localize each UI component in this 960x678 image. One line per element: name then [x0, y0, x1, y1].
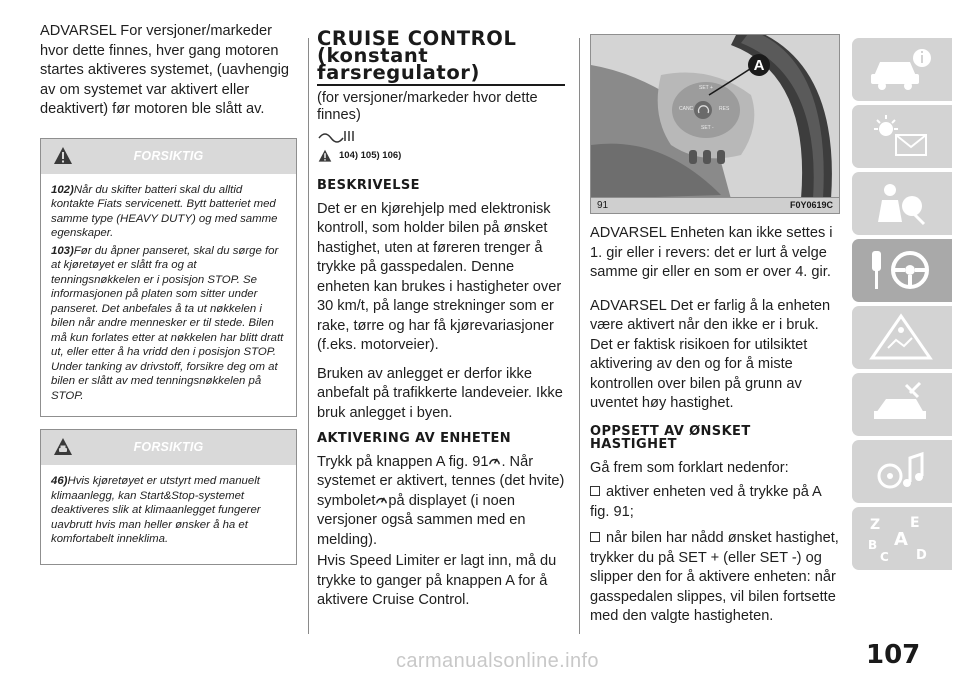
warning-header	[41, 139, 296, 174]
description-paragraph-2: Bruken av anlegget er derfor ikke anbefalt på trafikkerte landeveier. Ikke bruk anlegget i byen.	[317, 365, 563, 421]
figure-code: F0Y0619C	[789, 200, 833, 210]
bullet-item	[590, 483, 840, 522]
figure-label-a: A	[753, 57, 765, 74]
index-letter: D	[916, 548, 927, 563]
watermark: carmanualsonline.info	[396, 650, 599, 672]
tab-multimedia[interactable]	[852, 440, 952, 503]
section-title	[317, 27, 569, 84]
column-left	[40, 22, 297, 565]
activation-paragraph-1	[317, 453, 569, 551]
warning-item-text: Når du skifter batteri skal du alltid kontakte Fiats servicenett. Bytt batteriet med samme type (HEAVY DUTY) og med samme egenskaper.	[51, 183, 278, 239]
advarsel-paragraph-1: ADVARSEL Enheten kan ikke settes i 1. gir eller i revers: det er lurt å velge samme gir eller en som er over 4. gir.	[590, 225, 833, 280]
activation-text: på displayet (i noen versjoner også sammen med en melding).	[317, 492, 526, 548]
availability-note: (for versjoner/markeder hvor dette finnes)	[317, 90, 538, 123]
cruise-control-icon	[375, 494, 388, 507]
tab-maintenance[interactable]	[852, 373, 952, 436]
warning-item-number: 102)	[51, 183, 74, 196]
key-steering-wheel-icon	[866, 245, 936, 295]
bullet-item	[590, 529, 840, 627]
figure-caption	[591, 197, 839, 213]
title-line: farsregulator)	[317, 61, 481, 84]
title-underline	[317, 84, 565, 86]
index-letter: Z	[870, 517, 881, 533]
column-divider	[579, 38, 580, 634]
index-letter: A	[894, 529, 908, 550]
section-heading-speed-setup	[590, 425, 840, 452]
emergency-icon	[866, 312, 936, 362]
tab-safety[interactable]	[852, 172, 952, 235]
bullet-text: når bilen har nådd ønsket hastighet, trykker du på SET + (eller SET -) og slipper den for å aktivere enheten: når gasspedalen slippes, vil bilen fortsette med den valgte hastigheten.	[590, 530, 839, 624]
figure-number: 91	[597, 200, 609, 211]
tab-car-info[interactable]	[852, 38, 952, 101]
button-res: RES	[719, 106, 730, 112]
warning-title: FORSIKTIG	[133, 440, 204, 454]
index-letter: E	[910, 515, 920, 531]
section-heading-description: BESKRIVELSE	[317, 178, 420, 193]
tab-index[interactable]	[852, 507, 952, 570]
safety-airbag-icon	[866, 178, 936, 228]
button-set-minus: SET -	[701, 125, 714, 131]
heading-line: OPPSETT AV ØNSKET	[590, 423, 751, 439]
column-right	[590, 34, 840, 627]
activation-text: . Når systemet er aktivert, tennes (det hvite) symbolet	[317, 453, 565, 509]
activation-text: Trykk på knappen A fig. 91	[317, 453, 489, 470]
warning-item	[51, 244, 286, 404]
car-info-icon	[866, 44, 936, 94]
index-icon	[866, 513, 936, 563]
column-divider	[308, 38, 309, 634]
tab-key-steering[interactable]	[852, 239, 952, 302]
warning-item-text: Hvis kjøretøyet er utstyrt med manuelt klimaanlegg, kan Start&Stop-systemet deaktiveres slik at klimaanlegget fungerer uavbrutt hvis man heller ønsker å ha et komfortabelt inneklima.	[51, 475, 261, 545]
warning-header	[41, 430, 296, 465]
warning-item	[51, 474, 286, 547]
index-letter: C	[880, 550, 889, 563]
signature-symbol-icon	[317, 128, 359, 144]
procedure-intro: Gå frem som forklart nedenfor:	[590, 459, 789, 476]
multimedia-icon	[866, 446, 936, 496]
section-heading-activation: AKTIVERING AV ENHETEN	[317, 431, 512, 446]
activation-paragraph-2: Hvis Speed Limiter er lagt inn, må du trykke to ganger på knappen A for å aktivere Cruise Control.	[317, 553, 557, 608]
warning-body	[41, 465, 296, 564]
warning-box-2	[40, 429, 297, 565]
warning-item-text: Før du åpner panseret, skal du sørge for at kjøretøyet er slått fra og at tenningsnøkkelen er i posisjon STOP. Se informasjonen på platen som sitter under panseret. Det anbefales å ta ut nøkkelen i bilen når andre mennesker er til stede. Bilen må kun forlates etter at nøkkelen har blitt dratt ut, eller etter å ha vridd den i posisjon STOP. Under tanking av drivstoff, forsikre deg om at bilen er slått av med tenningsnøkkelen på STOP.	[51, 244, 284, 402]
page-number: 107	[866, 640, 921, 670]
description-paragraph-1: Det er en kjørehjelp med elektronisk kontroll, som holder bilen på ønsket hastighet, uten at føreren trenger å trykke på gasspedalen. Denne enheten kan brukes i hastigheter over 30 km/t, på lange strekninger som er rake, tørre og har få kjørevariasjoner (f.eks. motorveier).	[317, 200, 562, 353]
column-middle	[317, 27, 569, 611]
intro-paragraph: ADVARSEL For versjoner/markeder hvor dette finnes, hver gang motoren startes aktiveres systemet, (uavhengig av om systemet var aktivert eller deaktivert) før motoren ble slått av.	[40, 23, 290, 117]
warning-lights-icon	[866, 111, 936, 161]
warning-item	[51, 183, 286, 241]
index-letter: B	[868, 538, 878, 552]
warning-item-number: 46)	[51, 475, 68, 487]
warning-item-number: 103)	[51, 244, 74, 257]
warning-title: FORSIKTIG	[133, 148, 204, 163]
maintenance-icon	[866, 379, 936, 429]
button-canc: CANC	[679, 106, 694, 112]
bullet-text: aktiver enheten ved å trykke på A fig. 91;	[590, 484, 821, 520]
figure-91	[590, 34, 840, 214]
heading-line: HASTIGHET	[590, 437, 677, 452]
title-line: CRUISE CONTROL	[317, 27, 517, 50]
button-set-plus: SET +	[699, 85, 713, 91]
bullet-box-icon	[590, 486, 600, 496]
advarsel-paragraph-2: ADVARSEL Det er farlig å la enheten være aktivert når den ikke er i bruk. Det er faktisk risikoen for utilsiktet aktivering av den og for å miste kontrollen over bilen på grunn av uventet høy hastighet.	[590, 297, 831, 411]
warning-triangle-icon	[317, 149, 333, 163]
title-line: (konstant	[317, 44, 429, 67]
cruise-control-icon	[488, 455, 501, 468]
tab-emergency[interactable]	[852, 306, 952, 369]
warning-box-1	[40, 138, 297, 418]
references-text: 104) 105) 106)	[339, 150, 402, 161]
bullet-box-icon	[590, 532, 600, 542]
references-row	[317, 149, 569, 165]
warning-body	[41, 174, 296, 417]
tab-warning-lights[interactable]	[852, 105, 952, 168]
steering-wheel-illustration	[591, 35, 840, 199]
chapter-sidebar	[852, 38, 960, 574]
